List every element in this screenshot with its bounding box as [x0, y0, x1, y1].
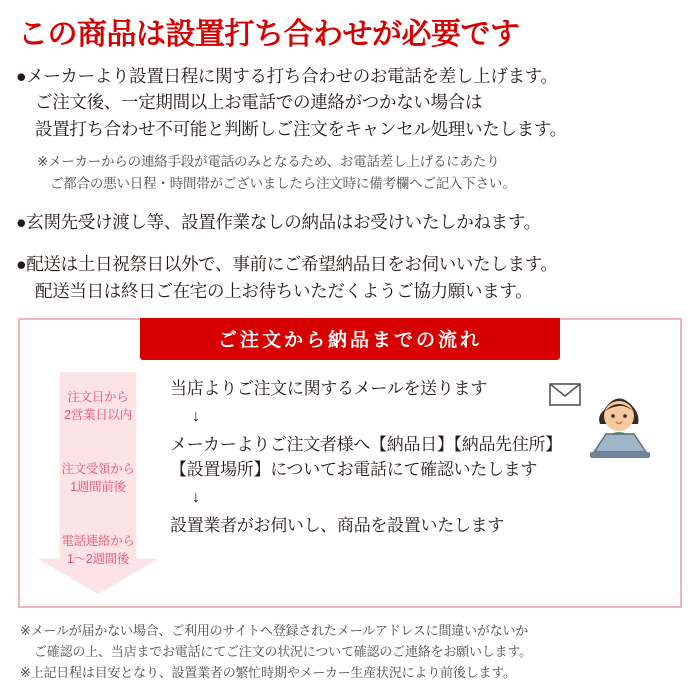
footnote-line: ※メールが届かない場合、ご利用のサイトへ登録されたメールアドレスに間違いがないか	[20, 623, 529, 639]
bullet-line: ●玄関先受け渡し等、設置作業なしの納品はお受けいたしかねます。	[16, 212, 541, 233]
stage-line-2: 1～2週間後	[66, 552, 130, 567]
bullet-line: ●配送は土日祝祭日以外で、事前にご希望納品日をお伺いいたします。	[16, 254, 558, 275]
bullet-block-3	[16, 251, 684, 304]
bullet-line: ●メーカーより設置日程に関する打ち合わせのお電話を差し上げます。	[16, 65, 558, 86]
stage-line-1: 電話連絡から	[61, 534, 135, 549]
order-flow-panel	[18, 318, 682, 608]
stage-line-1: 注文日から	[67, 390, 129, 405]
flow-step: 【設置場所】についてお電話にて確認いたします	[170, 460, 538, 480]
bullet-line: 設置打ち合わせ不可能と判断しご注文をキャンセル処理いたします。	[35, 118, 567, 139]
flow-step: 設置業者がお伺いし、商品を設置いたします	[170, 515, 504, 535]
flow-title: ご注文から納品までの流れ	[140, 318, 560, 360]
spacer	[16, 142, 684, 151]
stage-line-1: 注文受領から	[61, 462, 135, 477]
flow-step: メーカーよりご注文者様へ【納品日】【納品先住所】	[170, 434, 562, 454]
footnote-line: ご確認の上、当店までお電話にてご注文の状況について確認のご連絡をお願いします。	[34, 644, 532, 660]
flow-title-wrap	[140, 318, 560, 360]
footnote-line: ※上記日程は目安となり、設置業者の繁忙時期やメーカー生産状況により前後します。	[20, 665, 516, 681]
bullet-line: ご注文後、一定期間以上お電話での連絡がつかない場合は	[35, 92, 483, 113]
page-title: この商品は設置打ち合わせが必要です	[18, 18, 520, 51]
flow-steps	[170, 376, 666, 538]
bullet-block-1	[16, 63, 684, 195]
stage-line-2: 2営業日以内	[64, 408, 132, 423]
footnotes	[20, 620, 680, 683]
arrow-down-icon: ↓	[192, 407, 200, 425]
spacer	[16, 196, 684, 209]
arrow-down-icon: ↓	[192, 488, 200, 506]
note-line: ※メーカーからの連絡手段が電話のみとなるため、お電話差し上げるにあたり	[37, 154, 500, 170]
stage-line-2: 1週間前後	[70, 480, 126, 495]
timeline-stage	[38, 460, 158, 496]
timeline-arrow	[38, 372, 158, 594]
note-line: ご都合の悪い日程・時間帯がございましたら注文時に備考欄へご記入下さい。	[50, 175, 516, 191]
bullet-block-2	[16, 209, 684, 236]
timeline-stage	[38, 388, 158, 424]
spacer	[16, 238, 684, 251]
bullet-line: 配送当日は終日ご在宅の上お待ちいただくようご協力願います。	[35, 280, 533, 301]
timeline-stage	[38, 532, 158, 568]
flow-step: 当店よりご注文に関するメールを送ります	[170, 379, 487, 399]
